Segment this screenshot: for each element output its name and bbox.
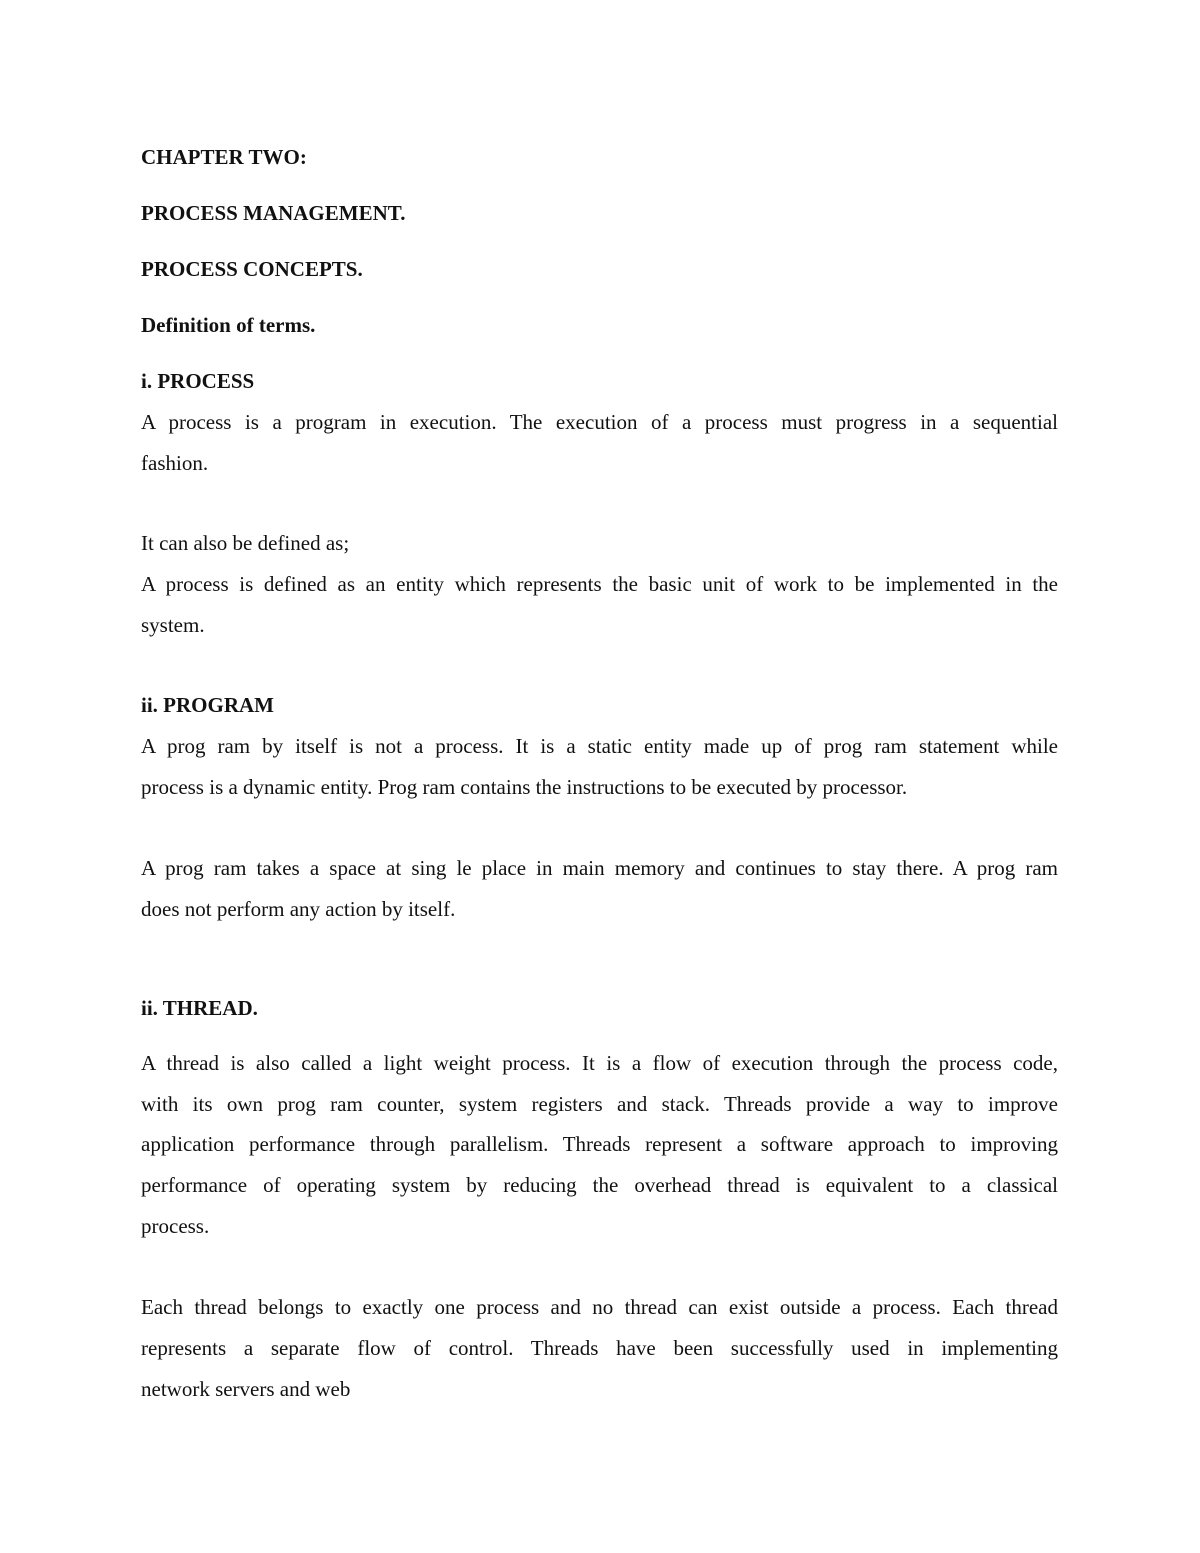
process-text-line: A process is a program in execution. The execution of a process must progress in a sequential [141, 410, 1058, 434]
thread-heading: ii. THREAD. [141, 996, 258, 1020]
process-text-line: fashion. [141, 451, 209, 475]
program-heading: ii. PROGRAM [141, 693, 274, 717]
section-heading: PROCESS MANAGEMENT. [141, 201, 406, 225]
thread-text-line: with its own prog ram counter, system registers and stack. Threads provide a way to improve [141, 1092, 1058, 1116]
process-heading: i. PROCESS [141, 369, 255, 393]
subsection-heading: PROCESS CONCEPTS. [141, 257, 363, 281]
program-text-line: A prog ram by itself is not a process. It is a static entity made up of prog ram statement while [141, 734, 1058, 758]
thread-text-line: process. [141, 1214, 210, 1238]
thread-text-line: network servers and web [141, 1377, 351, 1401]
definitions-heading: Definition of terms. [141, 313, 316, 337]
program-text-line: process is a dynamic entity. Prog ram contains the instructions to be executed by processor. [141, 775, 908, 799]
thread-text-line: application performance through parallelism. Threads represent a software approach to improving [141, 1132, 1058, 1156]
process-text-line: A process is defined as an entity which represents the basic unit of work to be implemented in the [141, 572, 1058, 596]
process-text-line: system. [141, 613, 205, 637]
thread-text-line: A thread is also called a light weight process. It is a flow of execution through the process code, [141, 1051, 1058, 1075]
program-text-line: A prog ram takes a space at sing le place in main memory and continues to stay there. A prog ram [141, 856, 1058, 880]
thread-text-line: represents a separate flow of control. Threads have been successfully used in implementing [141, 1336, 1058, 1360]
thread-text-line: Each thread belongs to exactly one process and no thread can exist outside a process. Each thread [141, 1295, 1058, 1319]
process-text-line: It can also be defined as; [141, 531, 350, 555]
thread-text-line: performance of operating system by reducing the overhead thread is equivalent to a classical [141, 1173, 1058, 1197]
chapter-heading: CHAPTER TWO: [141, 145, 307, 169]
program-text-line: does not perform any action by itself. [141, 897, 456, 921]
